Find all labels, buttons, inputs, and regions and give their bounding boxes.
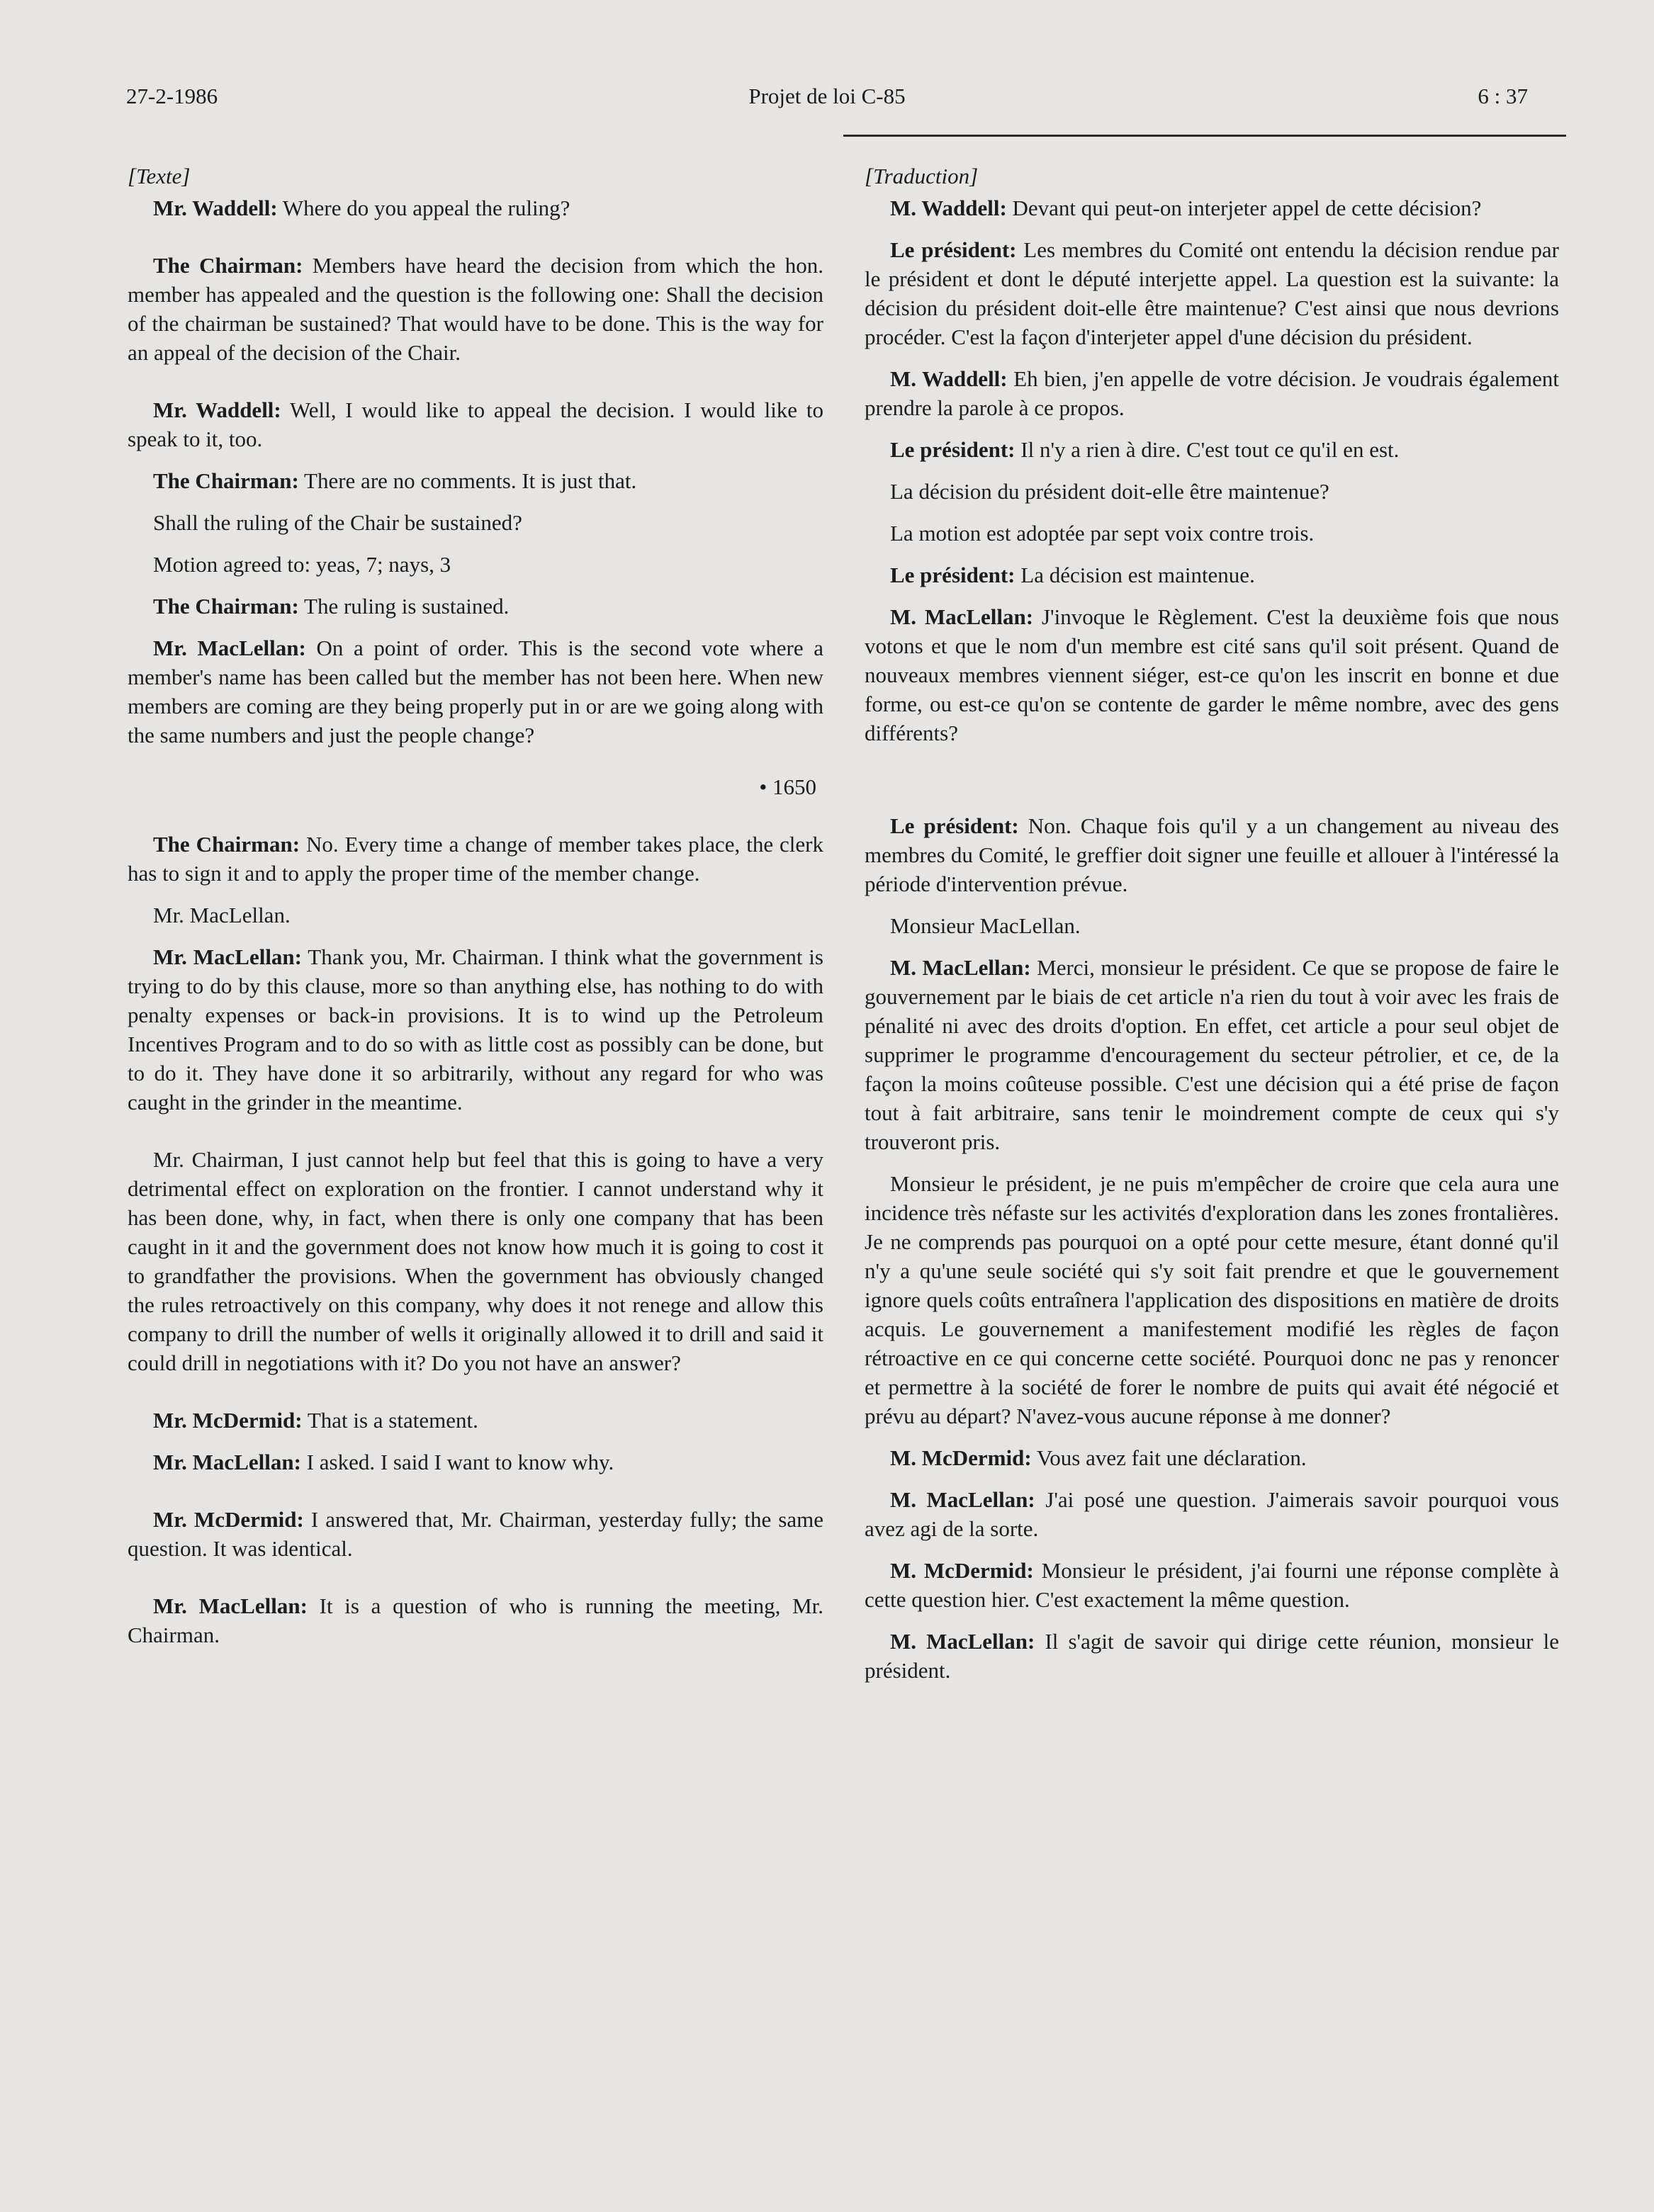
paragraph-text: Members have heard the decision from which the hon. member has appealed and the question is the following one: Shall the decision of the chairman be sustained? That would have to be done. This is the way for an appeal of the decision of the Chair.: [128, 253, 823, 365]
speaker-name: M. MacLellan:: [890, 1629, 1035, 1654]
header-title: Projet de loi C-85: [748, 84, 906, 108]
transcript-paragraph: [128, 1448, 823, 1477]
paragraph-text: Non. Chaque fois qu'il y a un changement au niveau des membres du Comité, le greffier doit signer une feuille et allouer à l'intéressé la période d'intervention prévue.: [865, 813, 1559, 896]
paragraph-text: J'ai posé une question. J'aimerais savoir pourquoi vous avez agi de la sorte.: [865, 1487, 1559, 1541]
speaker-name: M. Waddell:: [890, 366, 1008, 391]
timestamp: • 1650: [759, 774, 816, 799]
header-date: 27-2-1986: [126, 84, 218, 108]
speaker-name: M. Waddell:: [890, 196, 1007, 220]
paragraph-text: Well, I would like to appeal the decision. I would like to speak to it, too.: [128, 397, 823, 451]
transcript-paragraph: [865, 911, 1559, 940]
paragraph-text: La motion est adoptée par sept voix contre trois.: [890, 521, 1315, 546]
paragraph-text: Monsieur le président, j'ai fourni une réponse complète à cette question hier. C'est exactement la même question.: [865, 1558, 1560, 1612]
paragraph-text: Merci, monsieur le président. Ce que se propose de faire le gouvernement par le biais de cet article n'a rien du tout à voir avec les frais de pénalité ni avec des droits d'option. En effet, cet article a pour seul objet de supprimer le programme d'encouragement du secteur pétrolier, et ce, de la façon la moins coûteuse possible. C'est une décision qui a été prise de façon tout à fait arbitraire, sans tenir le moindrement compte de ceux qui s'y trouveront pris.: [865, 955, 1560, 1154]
paragraph-text: Monsieur le président, je ne puis m'empêcher de croire que cela aura une incidence très néfaste sur les activités d'exploration dans les zones frontalières. Je ne comprends pas pourquoi on a opté pour cette mesure, étant donné qu'il n'y a qu'une seule société qui s'y soit fait prendre et que le gouvernement ignore quels coûts entraînera l'application des dispositions en matière de droits acquis. Le gouvernement a manifestement modifié les règles de façon rétroactive en ce qui concerne cette société. Pourquoi donc ne pas y renoncer et permettre à la société de forer le nombre de puits qui avait été négocié et prévu au départ? N'avez-vous aucune réponse à me donner?: [865, 1171, 1559, 1428]
transcript-paragraph: [128, 901, 823, 930]
paragraph-text: That is a statement.: [307, 1408, 478, 1433]
transcript-paragraph: [865, 435, 1559, 464]
paragraph-text: Motion agreed to: yeas, 7; nays, 3: [153, 552, 451, 577]
transcript-paragraph: [865, 1443, 1559, 1472]
transcript-paragraph: [128, 251, 823, 367]
transcript-paragraph: [128, 193, 823, 222]
section-label: [Traduction]: [865, 164, 979, 188]
paragraph-text: It is a question of who is running the meeting, Mr. Chairman.: [128, 1593, 824, 1647]
header-rule: [843, 135, 1566, 137]
speaker-name: M. MacLellan:: [890, 955, 1031, 980]
speaker-name: Mr. MacLellan:: [153, 1593, 308, 1618]
speaker-name: M. McDermid:: [890, 1558, 1034, 1583]
speaker-name: M. MacLellan:: [890, 604, 1034, 629]
transcript-paragraph: [865, 1485, 1559, 1543]
paragraph-text: Where do you appeal the ruling?: [282, 196, 570, 220]
page-header: [126, 84, 1528, 126]
speaker-name: Mr. Waddell:: [153, 397, 281, 422]
speaker-name: Mr. MacLellan:: [153, 636, 306, 660]
transcript-paragraph: [865, 477, 1559, 506]
transcript-paragraph: [128, 1406, 823, 1435]
transcript-paragraph: [865, 953, 1559, 1156]
transcript-paragraph: [128, 1145, 823, 1377]
paragraph-text: Mr. Chairman, I just cannot help but feel that this is going to have a very detrimental effect on exploration on the frontier. I cannot understand why it has been done, why, in fact, when there is only one company that has been caught in it and the government does not know how much it is going to cost it to grandfather the provisions. When the government has obviously changed the rules retroactively on this company, why does it not renege and allow this company to drill the number of wells it originally allowed it to drill and said it could drill in negotiations with it? Do you not have an answer?: [128, 1147, 823, 1375]
paragraph-text: La décision du président doit-elle être maintenue?: [890, 479, 1329, 504]
paragraph-text: The ruling is sustained.: [304, 594, 510, 619]
transcript-paragraph: [128, 1505, 823, 1563]
transcript-paragraph: [865, 602, 1559, 747]
paragraph-text: There are no comments. It is just that.: [304, 468, 637, 493]
speaker-name: Mr. McDermid:: [153, 1408, 303, 1433]
speaker-name: The Chairman:: [153, 594, 299, 619]
transcript-paragraph: [865, 811, 1559, 898]
speaker-name: M. MacLellan:: [890, 1487, 1035, 1512]
paragraph-text: J'invoque le Règlement. C'est la deuxième fois que nous votons et que le nom d'un membre est cité sans qu'il soit présent. Quand de nouveaux membres viennent siéger, est-ce qu'on les inscrit en bonne et due forme, ou est-ce qu'on se contente de garder le même nombre, avec des gens différents?: [865, 604, 1559, 745]
paragraph-text: Les membres du Comité ont entendu la décision rendue par le président et dont le député interjette appel. La question est la suivante: la décision du président doit-elle être maintenue? C'est ainsi que nous devrions procéder. C'est la façon d'interjeter appel d'une décision du président.: [865, 237, 1560, 349]
english-column: [128, 162, 823, 1662]
transcript-paragraph: [865, 364, 1559, 422]
paragraph-text: Il s'agit de savoir qui dirige cette réunion, monsieur le président.: [865, 1629, 1559, 1683]
paragraph-text: Thank you, Mr. Chairman. I think what the government is trying to do by this clause, more so than anything else, has nothing to do with penalty expenses or back-in provisions. It is to wind up the Petroleum Incentives Program and to do so with as little cost as possibly can be done, but to do it. They have done it so arbitrarily, without any regard for who was caught in the grinder in the meantime.: [128, 944, 823, 1115]
speaker-name: Mr. McDermid:: [153, 1507, 304, 1532]
speaker-name: The Chairman:: [153, 832, 300, 857]
transcript-paragraph: [128, 830, 823, 888]
french-column: [865, 162, 1559, 1698]
paragraph-text: I answered that, Mr. Chairman, yesterday fully; the same question. It was identical.: [128, 1507, 823, 1561]
paragraph-text: On a point of order. This is the second vote where a member's name has been called but the member has not been here. When new members are coming are they being properly put in or are we going along with the same numbers and just the people change?: [128, 636, 824, 747]
transcript-paragraph: [865, 1627, 1559, 1685]
transcript-paragraph: [865, 1556, 1559, 1614]
paragraph-text: La décision est maintenue.: [1020, 563, 1255, 587]
transcript-paragraph: [128, 508, 823, 537]
paragraph-text: Eh bien, j'en appelle de votre décision. Je voudrais également prendre la parole à ce propos.: [865, 366, 1560, 420]
speaker-name: The Chairman:: [153, 253, 303, 278]
section-label: [Texte]: [128, 164, 191, 188]
speaker-name: Mr. MacLellan:: [153, 1450, 301, 1474]
speaker-name: Le président:: [890, 437, 1016, 462]
paragraph-text: Mr. MacLellan.: [153, 903, 291, 927]
transcript-paragraph: [128, 942, 823, 1117]
transcript-paragraph: [865, 519, 1559, 548]
transcript-paragraph: [128, 395, 823, 453]
transcript-paragraph: [128, 466, 823, 495]
transcript-paragraph: [865, 235, 1559, 351]
transcript-paragraph: [128, 592, 823, 621]
transcript-paragraph: [865, 1169, 1559, 1431]
transcript-paragraph: [128, 1591, 823, 1649]
speaker-name: Le président:: [890, 813, 1019, 838]
paragraph-text: I asked. I said I want to know why.: [306, 1450, 614, 1474]
paragraph-text: Monsieur MacLellan.: [890, 913, 1081, 938]
paragraph-text: No. Every time a change of member takes place, the clerk has to sign it and to apply the proper time of the member change.: [128, 832, 823, 886]
speaker-name: Le président:: [890, 237, 1017, 262]
transcript-paragraph: [865, 560, 1559, 589]
speaker-name: M. McDermid:: [890, 1445, 1032, 1470]
transcript-paragraph: [128, 633, 823, 750]
speaker-name: Mr. Waddell:: [153, 196, 278, 220]
speaker-name: Le président:: [890, 563, 1016, 587]
paragraph-text: Shall the ruling of the Chair be sustained?: [153, 510, 522, 535]
paragraph-text: Devant qui peut-on interjeter appel de cette décision?: [1012, 196, 1482, 220]
transcript-paragraph: [865, 193, 1559, 222]
speaker-name: Mr. MacLellan:: [153, 944, 302, 969]
paragraph-text: Vous avez fait une déclaration.: [1036, 1445, 1307, 1470]
transcript-paragraph: [128, 550, 823, 579]
paragraph-text: Il n'y a rien à dire. C'est tout ce qu'il en est.: [1020, 437, 1400, 462]
speaker-name: The Chairman:: [153, 468, 299, 493]
header-page-number: 6 : 37: [1478, 84, 1528, 108]
